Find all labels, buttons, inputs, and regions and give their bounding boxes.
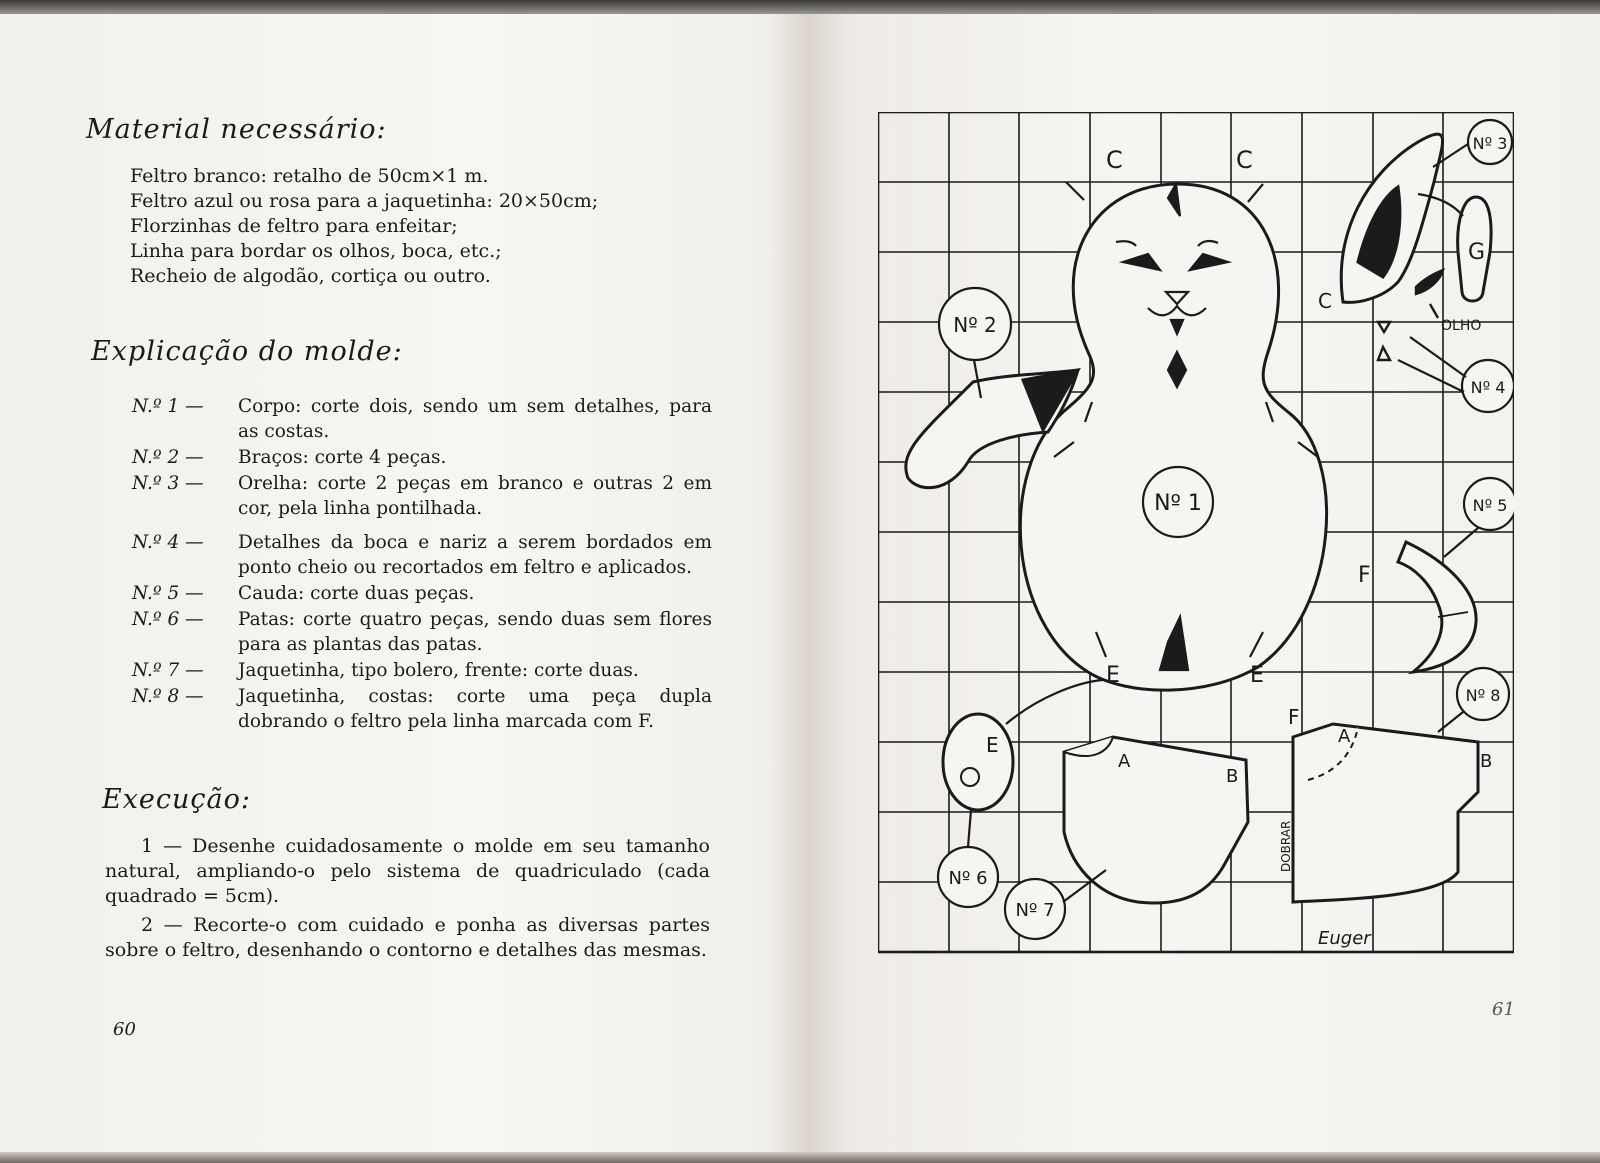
label-g1: G bbox=[1363, 230, 1381, 255]
callout-n7 bbox=[1005, 870, 1106, 939]
pattern-grid-diagram bbox=[878, 112, 1514, 974]
callout-label: Nº 1 bbox=[1154, 491, 1202, 516]
molde-number: N.º 4 — bbox=[132, 532, 204, 553]
material-item: Recheio de algodão, cortiça ou outro. bbox=[130, 265, 491, 287]
page-number-right: 61 bbox=[1492, 999, 1515, 1020]
material-heading: Material necessário: bbox=[86, 114, 387, 145]
label-f1: F bbox=[1358, 563, 1371, 588]
label-c1: C bbox=[1106, 146, 1123, 174]
callout-label: Nº 5 bbox=[1472, 496, 1508, 515]
illustrator-signature: Euger bbox=[1318, 928, 1371, 949]
jacket-front-piece bbox=[1064, 737, 1248, 903]
scan-top-edge bbox=[0, 0, 1600, 14]
execucao-step: 1 — Desenhe cuidadosamente o molde em seu tamanho natural, ampliando-o pelo sistema de quadriculado (cada quadrado = 5cm). bbox=[105, 835, 710, 907]
scan-bottom-edge bbox=[0, 1152, 1600, 1163]
molde-text: Orelha: corte 2 peças em branco e outras 2 em cor, pela linha pontilhada. bbox=[238, 473, 712, 519]
page-number-left: 60 bbox=[113, 1019, 136, 1040]
callout-label: Nº 7 bbox=[1015, 900, 1055, 921]
molde-number: N.º 5 — bbox=[132, 583, 204, 604]
callout-n4 bbox=[1398, 337, 1514, 412]
label-e3: E bbox=[986, 733, 999, 757]
callout-label: Nº 6 bbox=[948, 868, 988, 889]
label-b2: B bbox=[1480, 751, 1493, 772]
ear-piece bbox=[1341, 134, 1491, 302]
label-a1: A bbox=[1118, 751, 1131, 772]
molde-item bbox=[132, 684, 712, 734]
molde-number: N.º 6 — bbox=[132, 609, 204, 630]
molde-item bbox=[132, 658, 712, 683]
body-piece bbox=[1020, 184, 1326, 690]
materials-list bbox=[130, 164, 598, 289]
label-c2: C bbox=[1236, 146, 1253, 174]
molde-text: Jaquetinha, tipo bolero, frente: corte duas. bbox=[238, 660, 639, 681]
label-a2: A bbox=[1338, 726, 1351, 747]
label-e1: E bbox=[1106, 663, 1120, 688]
molde-number: N.º 2 — bbox=[132, 447, 204, 468]
molde-item bbox=[132, 607, 712, 657]
molde-list bbox=[132, 394, 712, 735]
jacket-back-piece bbox=[1293, 724, 1478, 902]
label-g2: G bbox=[1468, 240, 1486, 265]
callout-n8 bbox=[1438, 668, 1509, 732]
molde-number: N.º 1 — bbox=[132, 396, 204, 417]
material-item: Feltro azul ou rosa para a jaquetinha: 20×50cm; bbox=[130, 190, 599, 212]
molde-text: Cauda: corte duas peças. bbox=[238, 583, 475, 604]
molde-item bbox=[132, 394, 712, 444]
molde-item bbox=[132, 471, 712, 521]
material-item: Feltro branco: retalho de 50cm×1 m. bbox=[130, 165, 489, 187]
molde-text: Jaquetinha, costas: corte uma peça dupla dobrando o feltro pela linha marcada com F. bbox=[238, 686, 712, 732]
material-item: Florzinhas de feltro para enfeitar; bbox=[130, 215, 458, 237]
molde-item bbox=[132, 445, 712, 470]
execucao-step: 2 — Recorte-o com cuidado e ponha as diversas partes sobre o feltro, desenhando o contorno e detalhes das mesmas. bbox=[105, 914, 710, 961]
label-olho: OLHO bbox=[1441, 318, 1482, 334]
molde-number: N.º 3 — bbox=[132, 473, 204, 494]
molde-text: Patas: corte quatro peças, sendo duas sem flores para as plantas das patas. bbox=[238, 609, 712, 655]
paw-piece bbox=[943, 714, 1013, 810]
label-c3: C bbox=[1318, 289, 1332, 313]
molde-number: N.º 8 — bbox=[132, 686, 204, 707]
callout-n5 bbox=[1444, 478, 1514, 557]
execucao-heading: Execução: bbox=[102, 784, 251, 815]
molde-item bbox=[132, 530, 712, 580]
molde-text: Braços: corte 4 peças. bbox=[238, 447, 447, 468]
label-b1: B bbox=[1226, 766, 1239, 787]
molde-text: Detalhes da boca e nariz a serem bordados em ponto cheio ou recortados em feltro e aplicados. bbox=[238, 532, 712, 578]
label-f2: F bbox=[1288, 705, 1300, 729]
explicacao-heading: Explicação do molde: bbox=[91, 336, 403, 367]
left-page bbox=[0, 14, 800, 1152]
execucao-steps bbox=[105, 834, 710, 967]
callout-label: Nº 3 bbox=[1472, 134, 1508, 153]
material-item: Linha para bordar os olhos, boca, etc.; bbox=[130, 240, 502, 262]
right-page bbox=[816, 14, 1600, 1152]
callout-n1 bbox=[1143, 467, 1213, 537]
molde-item bbox=[132, 581, 712, 606]
tail-piece bbox=[1398, 542, 1476, 672]
callout-label: Nº 2 bbox=[953, 313, 997, 337]
molde-text: Corpo: corte dois, sendo um sem detalhes, para as costas. bbox=[238, 396, 712, 442]
label-e2: E bbox=[1250, 663, 1264, 688]
callout-label: Nº 4 bbox=[1470, 378, 1506, 397]
callout-label: Nº 8 bbox=[1465, 686, 1501, 705]
label-dobrar: DOBRAR bbox=[1279, 820, 1293, 872]
molde-number: N.º 7 — bbox=[132, 660, 204, 681]
